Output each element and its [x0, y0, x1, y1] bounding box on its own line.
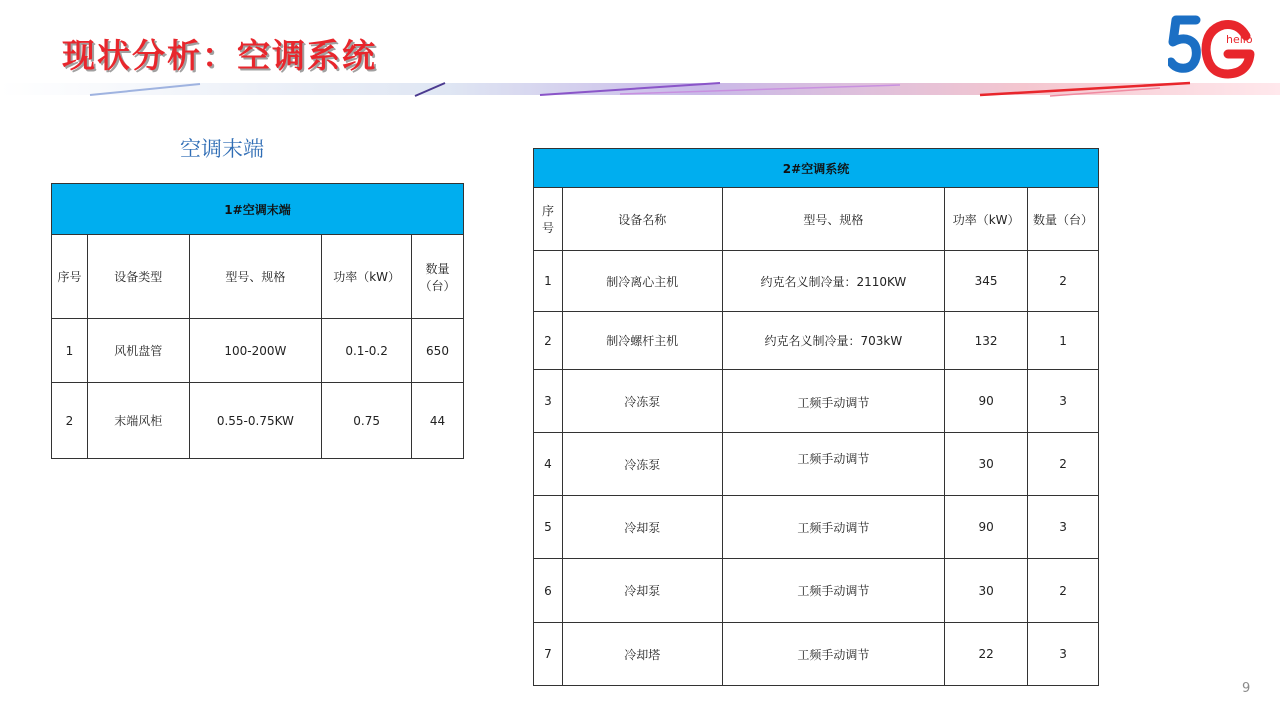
cell: 1 — [534, 251, 563, 312]
cell: 4 — [534, 433, 563, 496]
cell: 5 — [534, 496, 563, 559]
cell: 冷却塔 — [562, 623, 722, 686]
header-cell: 型号、规格 — [189, 235, 322, 319]
cell: 3 — [1028, 370, 1099, 433]
table-caption: 1#空调末端 — [52, 184, 464, 235]
table-row — [534, 251, 1099, 312]
cell: 2 — [1028, 559, 1099, 623]
cell: 90 — [945, 496, 1028, 559]
cell: 冷却泵 — [562, 559, 722, 623]
cell: 工频手动调节 — [722, 433, 945, 496]
cell: 冷冻泵 — [562, 370, 722, 433]
cell: 90 — [945, 370, 1028, 433]
cell: 工频手动调节 — [722, 559, 945, 623]
section-subtitle: 空调末端 — [180, 137, 264, 161]
table-row — [534, 623, 1099, 686]
table-row — [534, 433, 1099, 496]
decorative-banner — [0, 80, 1280, 98]
cell: 冷却泵 — [562, 496, 722, 559]
cell: 650 — [412, 319, 464, 383]
cell: 30 — [945, 433, 1028, 496]
cell: 1 — [52, 319, 88, 383]
cell: 100-200W — [189, 319, 322, 383]
cell: 1 — [1028, 312, 1099, 370]
cell: 约克名义制冷量：703kW — [722, 312, 945, 370]
table-header-row — [52, 235, 464, 319]
cell: 7 — [534, 623, 563, 686]
cell: 3 — [534, 370, 563, 433]
cell: 工频手动调节 — [722, 496, 945, 559]
header-cell: 功率（kW） — [945, 188, 1028, 251]
header-cell: 序号 — [534, 188, 563, 251]
cell: 2 — [52, 383, 88, 459]
cell: 0.55-0.75KW — [189, 383, 322, 459]
cell: 3 — [1028, 496, 1099, 559]
cell: 工频手动调节 — [722, 370, 945, 433]
cell: 末端风柜 — [87, 383, 189, 459]
cell: 约克名义制冷量：2110KW — [722, 251, 945, 312]
cell: 44 — [412, 383, 464, 459]
header-cell: 数量（台） — [1028, 188, 1099, 251]
cell: 工频手动调节 — [722, 623, 945, 686]
cell: 6 — [534, 559, 563, 623]
cell: 2 — [1028, 251, 1099, 312]
page-number: 9 — [1242, 681, 1251, 696]
cell: 冷冻泵 — [562, 433, 722, 496]
header-cell: 序号 — [52, 235, 88, 319]
header-cell: 设备类型 — [87, 235, 189, 319]
table-row — [534, 312, 1099, 370]
table-caption: 2#空调系统 — [534, 149, 1099, 188]
table-row — [534, 559, 1099, 623]
table-header-row — [534, 188, 1099, 251]
cell: 22 — [945, 623, 1028, 686]
terminal-equipment-table — [51, 183, 464, 459]
table-row — [534, 370, 1099, 433]
table-row — [52, 383, 464, 459]
cell: 风机盘管 — [87, 319, 189, 383]
5g-logo — [1168, 12, 1260, 82]
table-row — [534, 496, 1099, 559]
cell: 2 — [1028, 433, 1099, 496]
header-cell: 功率（kW） — [322, 235, 412, 319]
cell: 345 — [945, 251, 1028, 312]
cell: 132 — [945, 312, 1028, 370]
cell: 0.1-0.2 — [322, 319, 412, 383]
logo-hello-text: hello — [1226, 33, 1253, 46]
header-cell: 数量（台） — [412, 235, 464, 319]
header-cell: 型号、规格 — [722, 188, 945, 251]
cell: 30 — [945, 559, 1028, 623]
cell: 3 — [1028, 623, 1099, 686]
header-cell: 设备名称 — [562, 188, 722, 251]
page-title: 现状分析：空调系统 — [62, 36, 377, 75]
cell: 0.75 — [322, 383, 412, 459]
cell: 2 — [534, 312, 563, 370]
table-row — [52, 319, 464, 383]
cell: 制冷离心主机 — [562, 251, 722, 312]
cell: 制冷螺杆主机 — [562, 312, 722, 370]
ac-system-table — [533, 148, 1099, 686]
